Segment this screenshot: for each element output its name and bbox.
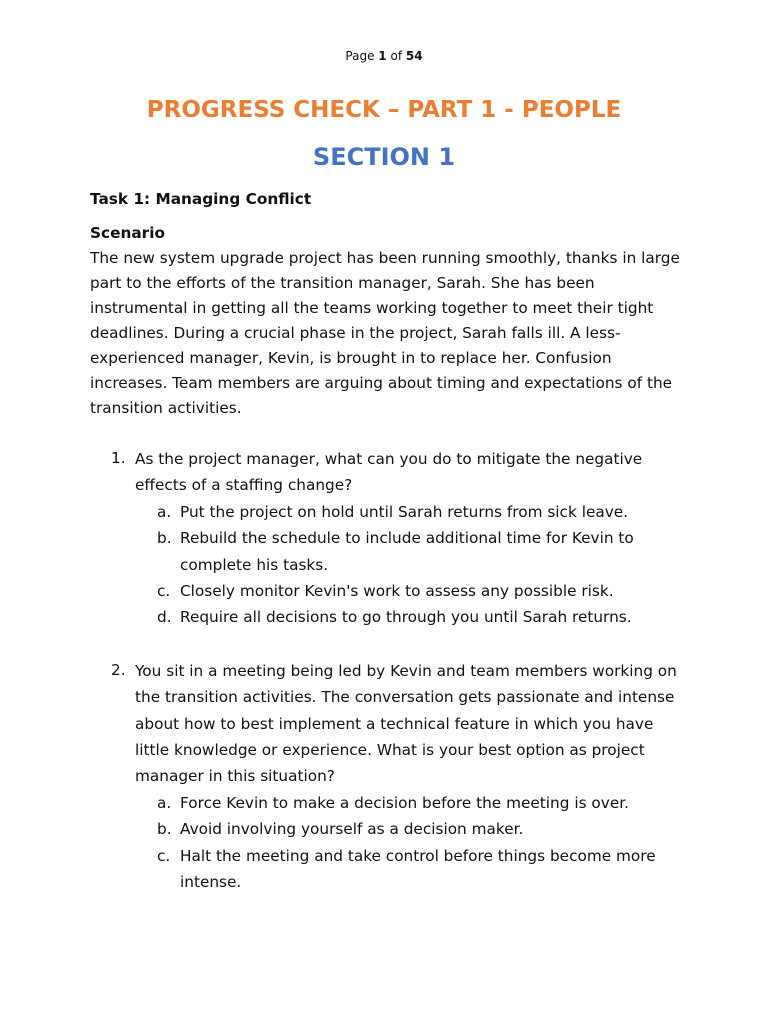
question-number: 2. bbox=[111, 660, 126, 679]
answer-option bbox=[135, 790, 684, 816]
document-title: PROGRESS CHECK – PART 1 - PEOPLE bbox=[146, 97, 622, 123]
option-letter: b. bbox=[157, 820, 172, 839]
question-text: You sit in a meeting being led by Kevin and team members working on the transition activities. The conversation gets passionate and intense about how to best implement a technical feature in which you have little knowledge or experience. What is your best option as project manager in this situation? bbox=[135, 661, 677, 786]
question-text: As the project manager, what can you do to mitigate the negative effects of a staffing change? bbox=[135, 450, 643, 495]
document-body bbox=[90, 187, 684, 896]
page-prefix: Page bbox=[345, 49, 375, 63]
option-text: Require all decisions to go through you until Sarah returns. bbox=[180, 608, 632, 627]
question-number: 1. bbox=[111, 449, 126, 467]
option-letter: a. bbox=[157, 793, 172, 812]
answer-option bbox=[135, 578, 684, 604]
section-title: SECTION 1 bbox=[312, 143, 456, 171]
task-heading: Task 1: Managing Conflict bbox=[90, 190, 312, 208]
option-letter: c. bbox=[157, 846, 171, 865]
option-letter: b. bbox=[157, 529, 172, 548]
option-letter: c. bbox=[157, 582, 171, 601]
scenario-heading: Scenario bbox=[90, 224, 165, 242]
answer-options bbox=[135, 790, 684, 896]
option-text: Halt the meeting and take control before things become more intense. bbox=[180, 846, 656, 892]
page-indicator bbox=[0, 47, 768, 65]
page-of: of bbox=[390, 49, 403, 63]
option-text: Closely monitor Kevin's work to assess any possible risk. bbox=[180, 582, 614, 601]
option-text: Avoid involving yourself as a decision maker. bbox=[180, 820, 524, 839]
answer-option bbox=[135, 499, 684, 525]
option-letter: d. bbox=[157, 608, 172, 627]
page-current: 1 bbox=[378, 49, 387, 63]
answer-option bbox=[135, 525, 684, 578]
option-text: Put the project on hold until Sarah returns from sick leave. bbox=[180, 502, 629, 521]
answer-option bbox=[135, 816, 684, 842]
answer-option bbox=[135, 843, 684, 896]
option-letter: a. bbox=[157, 502, 172, 521]
option-text: Rebuild the schedule to include additional time for Kevin to complete his tasks. bbox=[180, 529, 634, 574]
question-2 bbox=[90, 658, 684, 896]
scenario-text: The new system upgrade project has been running smoothly, thanks in large part to the efforts of the transition manager, Sarah. She has been instrumental in getting all the teams working together to meet their tight deadlines. During a crucial phase in the project, Sarah falls ill. A less-experienced manager, Kevin, is brought in to replace her. Confusion increases. Team members are arguing about timing and expectations of the transition activities. bbox=[90, 249, 680, 417]
question-1 bbox=[90, 446, 684, 631]
page-total: 54 bbox=[405, 49, 423, 63]
answer-option bbox=[135, 604, 684, 630]
option-text: Force Kevin to make a decision before the meeting is over. bbox=[180, 793, 629, 812]
answer-options bbox=[135, 499, 684, 631]
